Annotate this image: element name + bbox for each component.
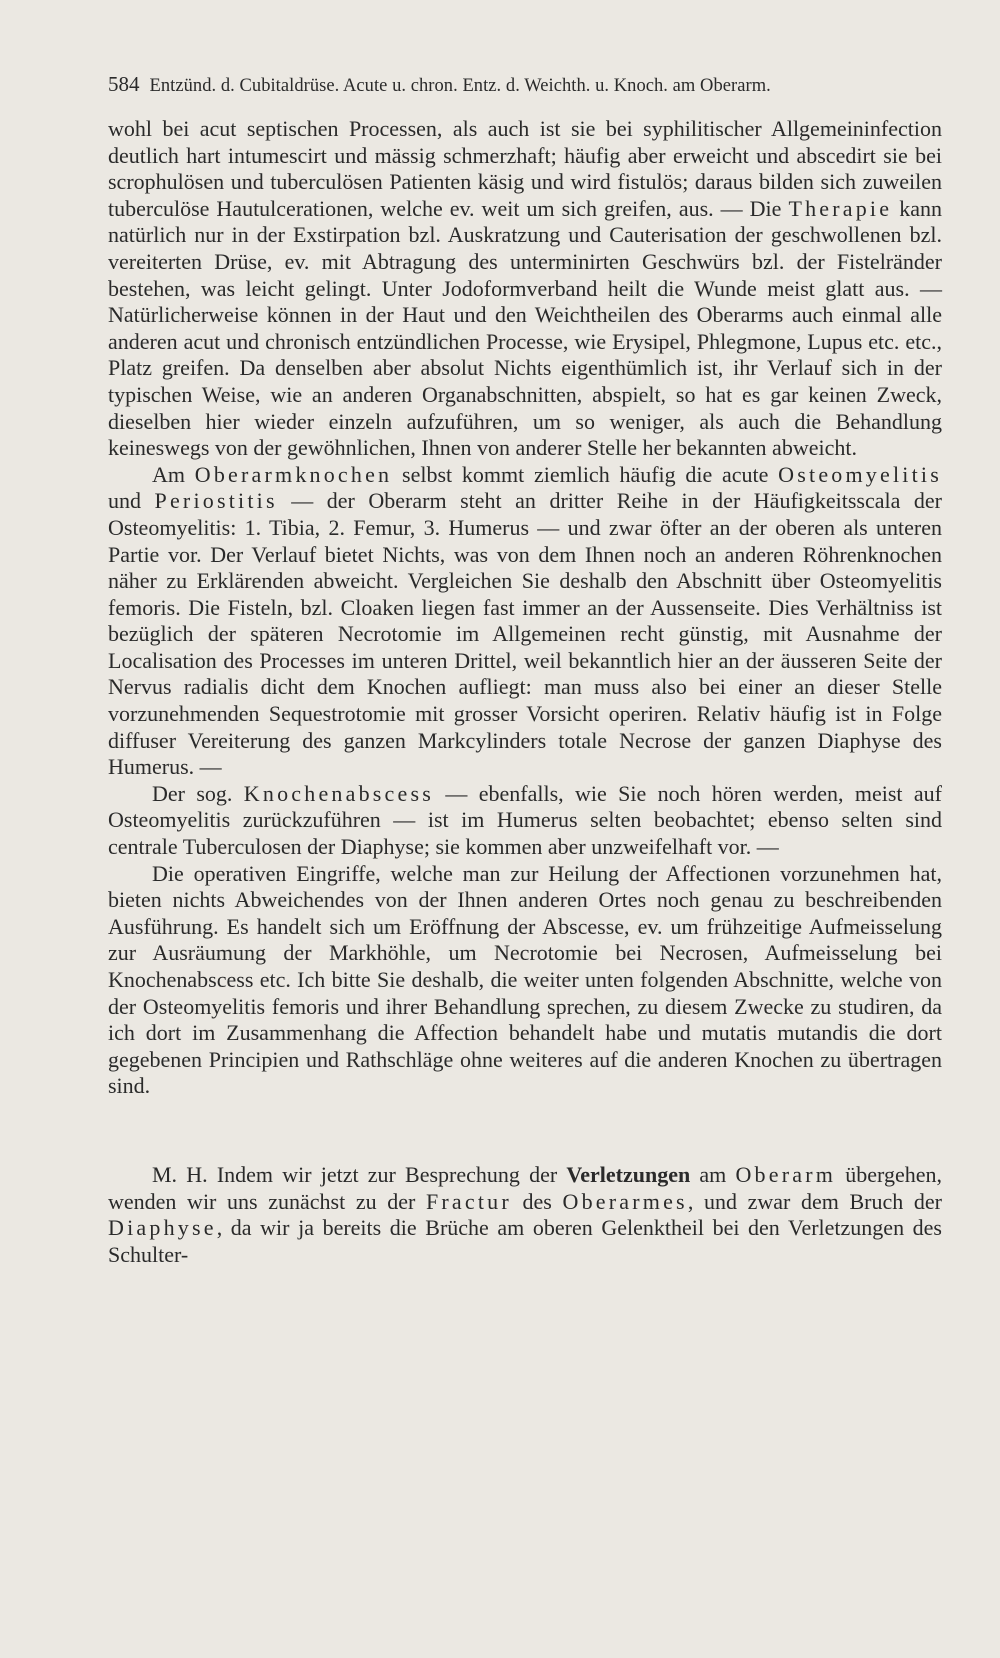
text-segment: übergehen, wenden wir uns zunächst zu der: [108, 1161, 942, 1214]
paragraph-4: [108, 861, 942, 1100]
spaced-term: Oberarm: [735, 1161, 837, 1187]
text-segment: wohl bei acut septischen Processen, als auch ist sie bei syphilitischer Allgemeininfection deutlich hart intumescirt und mässig schmerzhaft; häufig aber erweicht und abscedirt sie bei scrophulösen und tuberculösen Patienten käsig und wird fistulös; daraus bilden sich zuweilen tuberculöse Hautulcerationen, welche ev. weit um sich greifen, aus. — Die: [108, 116, 942, 221]
text-segment: , und zwar dem Bruch der: [687, 1188, 942, 1214]
running-header: [108, 74, 942, 116]
running-title: Entzünd. d. Cubitaldrüse. Acute u. chron. Entz. d. Weichth. u. Knoch. am Oberarm.: [149, 76, 771, 96]
body-text: [108, 116, 942, 1268]
text-segment: am: [690, 1161, 736, 1187]
spaced-term: Therapie: [788, 195, 893, 221]
text-segment: Die operativen Eingriffe, welche man zur Heilung der Affectionen vorzunehmen hat, bieten nichts Abweichendes von der Ihnen anderen Ortes noch genau zu beschreibenden Ausführung. Es handelt sich um Eröffnung der Abscesse, ev. um frühzeitige Aufmeisselung zur Ausräumung der Markhöhle, um Necrotomie bei Necrosen, Aufmeisselung bei Knochenabscess etc. Ich bitte Sie deshalb, die weiter unten folgenden Abschnitte, welche von der Osteomyelitis femoris und ihrer Behandlung sprechen, zu diesem Zwecke zu studiren, da ich dort im Zusammenhang die Affection behandelt habe und mutatis mutandis die dort gegebenen Principien und Rathschläge ohne weiteres auf die anderen Knochen zu übertragen sind.: [108, 860, 942, 1099]
paragraph-3: [108, 781, 942, 861]
text-segment: , da wir ja bereits die Brüche am oberen Gelenktheil bei den Verletzungen des Schulter-: [108, 1215, 942, 1267]
text-segment: des: [511, 1188, 563, 1214]
text-segment: M. H. Indem wir jetzt zur Besprechung der: [152, 1161, 567, 1187]
text-segment: Der sog.: [152, 780, 244, 806]
text-segment: Am: [152, 461, 195, 487]
spaced-term: Fractur: [425, 1188, 512, 1214]
spaced-term: Osteomyelitis: [778, 461, 942, 487]
page-number: 584: [108, 72, 140, 96]
text-segment: kann natürlich nur in der Exstirpation bzl. Auskratzung und Cauterisation der geschwollenen bzl. vereiterten Drüse, ev. mit Abtragung des unterminirten Geschwürs bzl. der Fistelränder bestehen, was leicht gelingt. Unter Jodoformverband heilt die Wunde meist glatt aus. — Natürlicherweise können in der Haut und den Weichtheilen des Oberarms auch einmal alle anderen acut und chronisch entzündlichen Processe, wie Erysipel, Phlegmone, Lupus etc. etc., Platz greifen. Da denselben aber absolut Nichts eigenthümlich ist, ihr Verlauf sich in der typischen Weise, wie an anderen Organabschnitten, abspielt, so hat es gar keinen Zweck, dieselben hier wieder einzeln aufzuführen, um so weniger, als auch die Behandlung keineswegs von der gewöhnlichen, Ihnen von anderer Stelle her bekannten abweicht.: [108, 195, 942, 461]
text-segment: — ebenfalls, wie Sie noch hören werden, meist auf Osteomyelitis zurückzuführen — ist im Humerus selten beobachtet; ebenso selten sind centrale Tuberculosen der Diaphyse; sie kommen aber unzweifelhaft vor. —: [108, 780, 942, 860]
text-segment: und: [108, 488, 155, 514]
bold-term: Verletzungen: [566, 1161, 691, 1187]
paragraph-2: [108, 462, 942, 781]
spaced-term: Periostitis: [154, 488, 278, 514]
spaced-term: Oberarmknochen: [194, 461, 393, 487]
paragraph-5: [108, 1162, 942, 1268]
spaced-term: Knochenabscess: [243, 780, 434, 806]
spaced-term: Oberarmes: [562, 1188, 688, 1214]
text-segment: — der Oberarm steht an dritter Reihe in der Häufigkeitsscala der Osteomyelitis: 1. Tibia, 2. Femur, 3. Humerus — und zwar öfter an der oberen als unteren Partie vor. Der Verlauf bietet Nichts, was von dem Ihnen noch an anderen Röhrenknochen näher zu Erklärenden abweicht. Vergleichen Sie deshalb den Abschnitt über Osteomyelitis femoris. Die Fisteln, bzl. Cloaken liegen fast immer an der Aussenseite. Dies Verhältniss ist bezüglich der späteren Necrotomie im Allgemeinen recht günstig, mit Ausnahme der Localisation des Processes im unteren Drittel, weil bekanntlich hier an der äusseren Seite der Nervus radialis dicht dem Knochen aufliegt: man muss also bei einer an dieser Stelle vorzunehmenden Sequestrotomie mit grosser Vorsicht operiren. Relativ häufig ist in Folge diffuser Vereiterung des ganzen Markcylinders totale Necrose der ganzen Diaphyse des Humerus. —: [108, 488, 943, 780]
text-segment: selbst kommt ziemlich häufig die acute: [392, 461, 779, 487]
spaced-term: Diaphyse: [108, 1215, 217, 1241]
paragraph-1: [108, 116, 942, 462]
